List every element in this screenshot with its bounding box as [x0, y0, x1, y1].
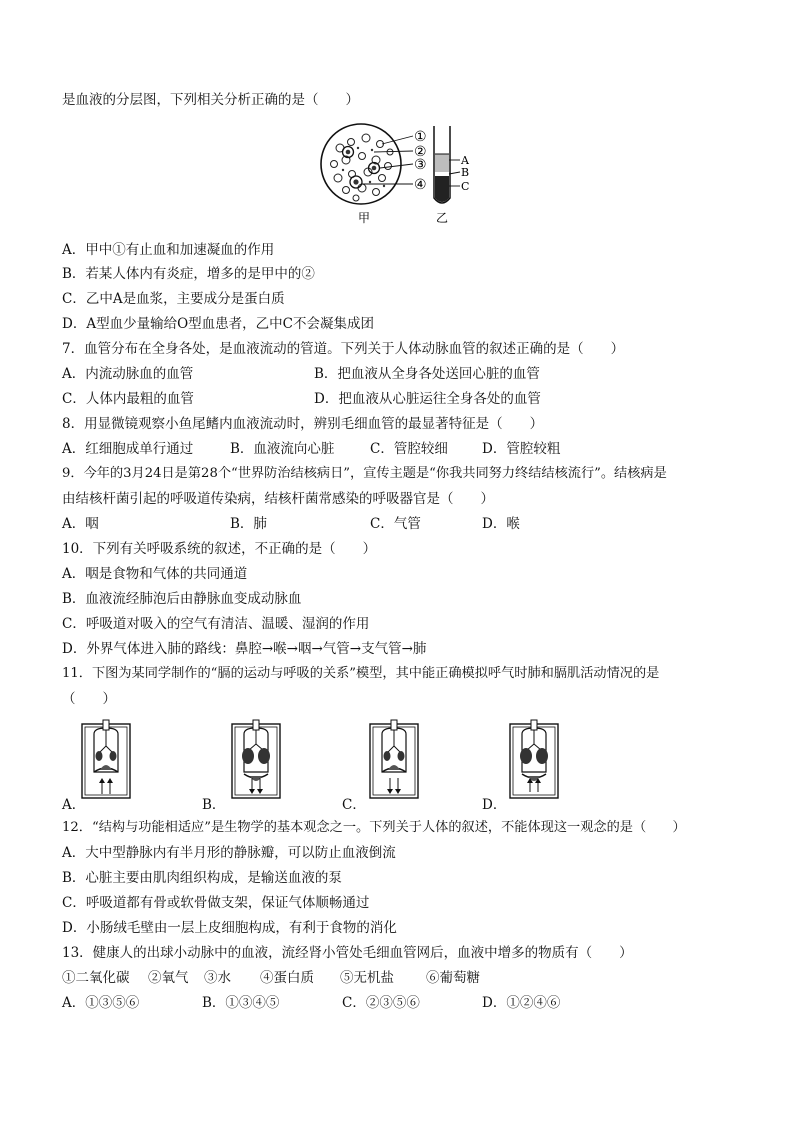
test-tube — [434, 126, 450, 203]
label-B: B — [461, 166, 470, 179]
q13-option-a: A．①③⑤⑥ — [62, 995, 140, 1011]
model-figure-b — [230, 716, 282, 800]
q12-stem: 12．“结构与功能相适应”是生物学的基本观念之一。下列关于人体的叙述，不能体现这一观念的是（ ） — [62, 820, 686, 835]
blood-smear-circle — [321, 124, 401, 204]
q11-option-b: B． — [202, 797, 226, 813]
blood-figure — [318, 122, 498, 228]
q13-option-c: C．②③⑤⑥ — [342, 995, 420, 1011]
label-3: ③ — [414, 157, 427, 173]
q8-option-a: A．红细胞成单行通过 — [62, 441, 194, 457]
q10-option-d: D．外界气体进入肺的路线：鼻腔→喉→咽→气管→支气管→肺 — [62, 641, 427, 657]
q11-stem-line2: （ ） — [62, 691, 116, 707]
q11-option-c: C． — [342, 797, 366, 813]
q8-option-d: D．管腔较粗 — [482, 441, 561, 457]
q9-option-b: B．肺 — [230, 516, 267, 532]
model-figure-d — [508, 716, 560, 800]
q11-option-a: A． — [62, 797, 86, 813]
q12-option-b: B．心脏主要由肌肉组织构成，是输送血液的泵 — [62, 870, 342, 886]
q13-item-4: ④蛋白质 — [260, 970, 314, 986]
q11-option-d: D． — [482, 797, 507, 813]
q6-option-d: D．A型血少量输给O型血患者，乙中C不会凝集成团 — [62, 316, 374, 332]
q13-item-2: ②氧气 — [148, 970, 189, 986]
q13-item-1: ①二氧化碳 — [62, 970, 130, 986]
q11-stem-line1: 11．下图为某同学制作的“膈的运动与呼吸的关系”模型，其中能正确模拟呼气时肺和膈肌活动情况的是 — [62, 666, 660, 681]
q9-stem-line2: 由结核杆菌引起的呼吸道传染病，结核杆菌常感染的呼吸器官是（ ） — [62, 491, 494, 507]
model-figure-a — [80, 716, 132, 800]
q6-option-c: C．乙中A是血浆，主要成分是蛋白质 — [62, 291, 285, 307]
q6-stem: 是血液的分层图，下列相关分析正确的是（ ） — [62, 92, 359, 108]
q10-option-c: C．呼吸道对吸入的空气有清洁、温暖、湿润的作用 — [62, 616, 370, 632]
q6-option-b: B．若某人体内有炎症，增多的是甲中的② — [62, 266, 315, 282]
q6-option-a: A．甲中①有止血和加速凝血的作用 — [62, 242, 275, 258]
q8-stem: 8．用显微镜观察小鱼尾鳍内血液流动时，辨别毛细血管的最显著特征是（ ） — [62, 416, 544, 432]
q8-option-c: C．管腔较细 — [370, 441, 448, 457]
label-jia: 甲 — [357, 211, 371, 225]
q12-option-d: D．小肠绒毛壁由一层上皮细胞构成，有利于食物的消化 — [62, 920, 397, 936]
q9-option-c: C．气管 — [370, 516, 421, 532]
q12-option-c: C．呼吸道都有骨或软骨做支架，保证气体顺畅通过 — [62, 895, 370, 911]
label-yi: 乙 — [435, 211, 449, 225]
q9-option-a: A．咽 — [62, 516, 99, 532]
q13-item-6: ⑥葡萄糖 — [426, 970, 480, 986]
q9-option-d: D．喉 — [482, 516, 520, 532]
label-A: A — [461, 154, 469, 167]
label-C: C — [461, 180, 470, 193]
q9-stem-line1: 9．今年的3月24日是第28个“世界防治结核病日”，宣传主题是“你我共同努力终结结核流行”。结核病是 — [62, 466, 667, 481]
q13-item-3: ③水 — [204, 970, 231, 986]
q8-option-b: B．血液流向心脏 — [230, 441, 335, 457]
q13-stem: 13．健康人的出球小动脉中的血液，流经肾小管处毛细血管网后，血液中增多的物质有（ ） — [62, 945, 633, 961]
q7-stem: 7．血管分布在全身各处，是血液流动的管道。下列关于人体动脉血管的叙述正确的是（ ） — [62, 341, 625, 357]
label-2: ② — [414, 144, 427, 160]
q7-option-a: A．内流动脉血的血管 — [62, 366, 194, 382]
q7-option-d: D．把血液从心脏运往全身各处的血管 — [314, 391, 541, 407]
q10-option-a: A．咽是食物和气体的共同通道 — [62, 566, 248, 582]
q13-option-b: B．①③④⑤ — [202, 995, 280, 1011]
q7-option-b: B．把血液从全身各处送回心脏的血管 — [314, 366, 540, 382]
q10-option-b: B．血液流经肺泡后由静脉血变成动脉血 — [62, 591, 302, 607]
model-figure-c — [368, 716, 420, 800]
q7-option-c: C．人体内最粗的血管 — [62, 391, 194, 407]
label-4: ④ — [414, 177, 427, 193]
q13-option-d: D．①②④⑥ — [482, 995, 561, 1011]
q12-option-a: A．大中型静脉内有半月形的静脉瓣，可以防止血液倒流 — [62, 845, 396, 861]
label-1: ① — [414, 129, 427, 145]
q13-item-5: ⑤无机盐 — [340, 970, 394, 986]
q10-stem: 10．下列有关呼吸系统的叙述，不正确的是（ ） — [62, 541, 377, 557]
